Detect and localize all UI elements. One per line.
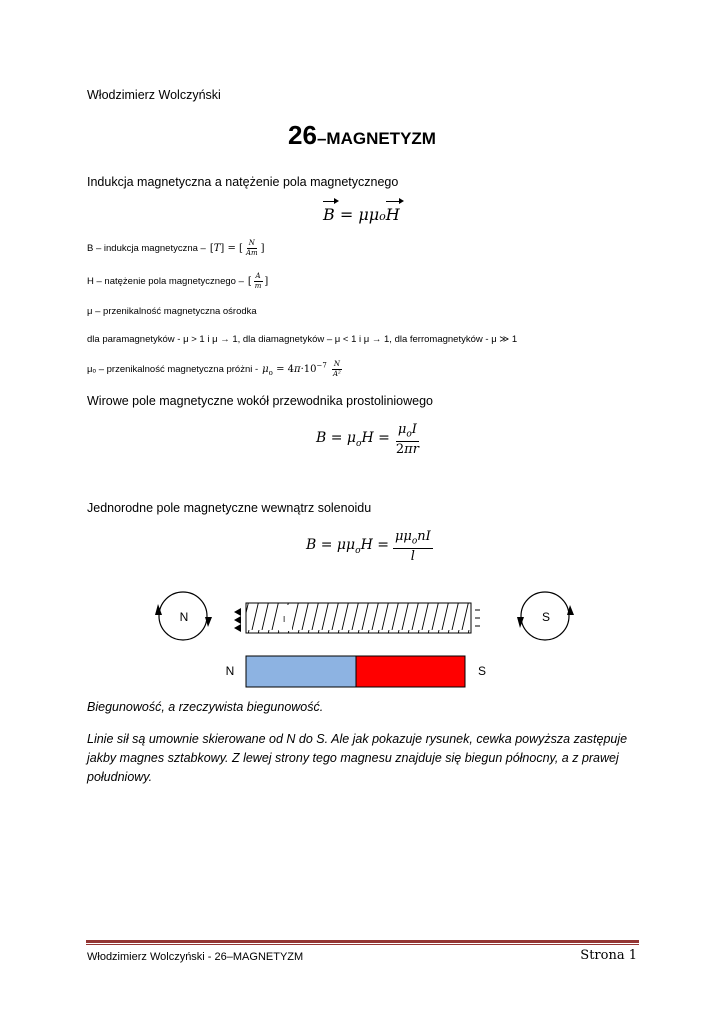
section3-heading: Jednorodne pole magnetyczne wewnątrz solenoidu	[87, 501, 372, 515]
material-classes: dla paramagnetyków - μ > 1 i μ → 1, dla diamagnetyków – μ < 1 i μ → 1, dla ferromagnetyków - μ ≫ 1	[87, 334, 518, 345]
h-definition-line	[87, 273, 268, 290]
magnet-left-label: N	[225, 664, 235, 678]
b-definition: B – indukcja magnetyczna –	[87, 243, 206, 254]
left-field-arrows	[234, 608, 241, 632]
section1-formula: B = μμoH	[323, 205, 400, 224]
footer-text: Włodzimierz Wolczyński - 26–MAGNETYZM	[87, 951, 304, 963]
mu0-value: $\mu_o = 4\pi\cdot 10^{-7}$ $\frac{N}{\text{A²}}$	[262, 360, 341, 378]
section2-formula: $B = \mu_oH$ = $\frac{\mu_oI}{2\pi r}$	[316, 422, 419, 457]
solenoid-figure	[0, 585, 724, 695]
footer-rule-thin	[86, 944, 639, 945]
title-rest: –MAGNETYZM	[316, 129, 436, 148]
caption-title: Biegunowość, a rzeczywista biegunowość.	[87, 700, 324, 714]
mu0-definition: μₒ – przenikalność magnetyczna próżni -	[87, 364, 259, 375]
footer-page-number: Strona 1	[580, 948, 637, 963]
title-number: 26	[288, 120, 317, 150]
current-label: I	[283, 615, 286, 624]
magnet-south-half	[356, 656, 465, 687]
b-definition-line	[87, 240, 265, 257]
section1-heading: Indukcja magnetyczna a natężenie pola magnetycznego	[87, 175, 399, 189]
solenoid-coil	[246, 603, 471, 633]
h-unit: [ $\frac{A}{m}$ ]	[247, 272, 269, 290]
page-title	[0, 120, 724, 151]
magnet-north-half	[246, 656, 356, 687]
magnet-right-label: S	[477, 664, 487, 678]
section2-heading: Wirowe pole magnetyczne wokół przewodnika prostoliniowego	[87, 394, 434, 408]
mu0-definition-line	[87, 361, 344, 378]
header-author: Włodzimierz Wolczyński	[87, 88, 221, 102]
mu-definition: μ – przenikalność magnetyczna ośrodka	[87, 306, 257, 317]
b-unit: [T] = [ $\frac{N}{Am}$ ]	[209, 239, 265, 257]
right-field-dashes	[475, 610, 480, 626]
left-pole-label: N	[179, 610, 189, 624]
right-pole-label: S	[541, 610, 551, 624]
h-definition: H – natężenie pola magnetycznego –	[87, 276, 244, 287]
section3-formula: $B = \mu\mu_oH$ = $\frac{\mu\mu_onI}{l}$	[306, 529, 431, 564]
caption-text: Linie sił są umownie skierowane od N do S. Ale jak pokazuje rysunek, cewka powyższa zastępuje jakby magnes sztabkowy. Z lewej strony tego magnesu znajduje się biegun północny, a z prawej południowy.	[87, 732, 628, 784]
footer-rule	[86, 940, 639, 943]
